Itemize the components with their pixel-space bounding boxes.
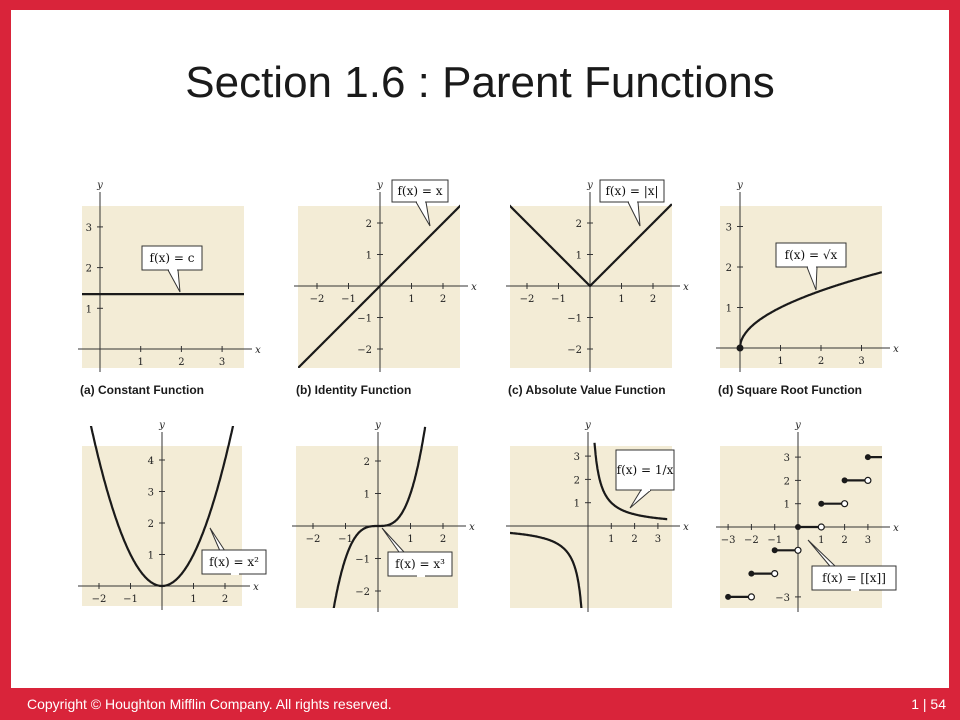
graph-panel-8 bbox=[716, 420, 899, 612]
y-tick-label: 2 bbox=[147, 519, 154, 530]
graph-panel-6 bbox=[292, 420, 475, 625]
x-tick-label: 1 bbox=[618, 294, 625, 305]
y-tick-label: 1 bbox=[363, 489, 370, 501]
x-tick-label: −2 bbox=[305, 534, 321, 545]
panel-background bbox=[82, 206, 244, 368]
graph-panel-2 bbox=[294, 180, 477, 397]
panel-background bbox=[720, 206, 882, 368]
graph-panel-7 bbox=[506, 420, 689, 612]
panel-caption: (d) Square Root Function bbox=[718, 383, 862, 397]
x-tick-label: −2 bbox=[309, 294, 325, 305]
y-tick-label: −3 bbox=[775, 592, 790, 604]
step-open-dot bbox=[865, 477, 871, 483]
function-label: f(x) = 1/x bbox=[616, 463, 674, 477]
x-tick-label: 2 bbox=[221, 594, 229, 605]
x-tick-label: −1 bbox=[341, 294, 356, 305]
y-tick-label: −2 bbox=[357, 345, 372, 356]
page-number: 1 | 54 bbox=[911, 696, 946, 712]
x-tick-label: 2 bbox=[631, 534, 638, 545]
y-axis-label: y bbox=[587, 180, 593, 191]
x-tick-label: 1 bbox=[408, 294, 415, 305]
x-tick-label: 1 bbox=[777, 356, 784, 367]
step-closed-dot bbox=[795, 524, 801, 530]
x-tick-label: −1 bbox=[767, 535, 783, 546]
panel-caption: (b) Identity Function bbox=[296, 383, 412, 397]
panel-caption: (a) Constant Function bbox=[80, 383, 204, 397]
y-tick-label: 2 bbox=[85, 263, 92, 275]
y-tick-label: 1 bbox=[575, 250, 582, 262]
y-tick-label: 1 bbox=[573, 498, 580, 510]
y-tick-label: 1 bbox=[147, 550, 154, 562]
x-tick-label: −1 bbox=[123, 594, 138, 605]
step-open-dot bbox=[842, 501, 848, 507]
graph-panel-1 bbox=[78, 180, 261, 397]
x-tick-label: 3 bbox=[218, 357, 226, 368]
y-tick-label: −2 bbox=[355, 587, 370, 598]
x-tick-label: 1 bbox=[190, 594, 197, 605]
function-label: f(x) = x³ bbox=[395, 557, 445, 571]
x-tick-label: 3 bbox=[654, 534, 662, 545]
y-tick-label: 3 bbox=[85, 222, 92, 234]
step-closed-dot bbox=[818, 501, 824, 507]
x-tick-label: 1 bbox=[608, 534, 615, 545]
y-axis-label: y bbox=[585, 420, 591, 431]
function-label: f(x) = x bbox=[397, 184, 443, 198]
y-tick-label: 1 bbox=[725, 303, 732, 315]
function-label: f(x) = |x| bbox=[605, 184, 659, 198]
graph-panel-5 bbox=[78, 419, 266, 610]
function-label: f(x) = [[x]] bbox=[822, 571, 886, 585]
y-axis-label: y bbox=[795, 420, 801, 431]
function-label: f(x) = x² bbox=[209, 555, 259, 569]
copyright-footer: Copyright © Houghton Mifflin Company. All rights reserved. bbox=[27, 696, 392, 712]
y-axis-label: y bbox=[377, 180, 383, 191]
function-label: f(x) = √x bbox=[784, 248, 838, 262]
x-tick-label: 2 bbox=[649, 294, 657, 305]
y-axis-label: y bbox=[737, 180, 743, 191]
x-tick-label: 2 bbox=[439, 294, 447, 305]
step-open-dot bbox=[795, 547, 801, 553]
x-axis-label: x bbox=[469, 522, 475, 533]
x-tick-label: −2 bbox=[519, 294, 535, 305]
x-tick-label: −2 bbox=[91, 594, 107, 605]
y-tick-label: 2 bbox=[725, 263, 732, 274]
y-tick-label: 3 bbox=[725, 222, 732, 234]
x-tick-label: 3 bbox=[864, 535, 872, 546]
y-tick-label: 4 bbox=[147, 456, 154, 467]
x-tick-label: −1 bbox=[338, 534, 353, 545]
y-tick-label: −2 bbox=[567, 345, 582, 356]
x-tick-label: 1 bbox=[137, 357, 144, 368]
y-tick-label: 2 bbox=[573, 475, 580, 487]
y-tick-label: 2 bbox=[365, 219, 372, 230]
y-tick-label: 3 bbox=[147, 487, 154, 499]
step-open-dot bbox=[818, 524, 824, 530]
step-closed-dot bbox=[865, 454, 871, 460]
step-open-dot bbox=[748, 594, 754, 600]
y-tick-label: −1 bbox=[355, 554, 370, 566]
step-closed-dot bbox=[842, 477, 848, 483]
x-tick-label: 2 bbox=[817, 356, 825, 367]
x-tick-label: −2 bbox=[744, 535, 759, 546]
x-tick-label: −3 bbox=[720, 535, 736, 546]
step-closed-dot bbox=[772, 547, 778, 553]
y-tick-label: 1 bbox=[783, 499, 790, 511]
x-tick-label: 2 bbox=[178, 357, 185, 368]
x-tick-label: −1 bbox=[551, 294, 566, 305]
x-tick-label: 3 bbox=[858, 356, 865, 367]
x-axis-label: x bbox=[893, 523, 899, 534]
step-open-dot bbox=[772, 571, 778, 577]
x-axis-label: x bbox=[255, 345, 261, 356]
y-tick-label: 3 bbox=[783, 453, 790, 465]
y-tick-label: −1 bbox=[357, 313, 372, 325]
step-closed-dot bbox=[725, 594, 731, 600]
slide-title: Section 1.6 : Parent Functions bbox=[185, 58, 775, 107]
x-axis-label: x bbox=[683, 282, 689, 293]
x-tick-label: 2 bbox=[439, 534, 447, 545]
x-tick-label: 2 bbox=[841, 535, 848, 546]
y-tick-label: 2 bbox=[575, 219, 582, 230]
y-tick-label: 1 bbox=[85, 304, 92, 316]
y-tick-label: 2 bbox=[783, 476, 790, 488]
y-tick-label: −1 bbox=[567, 313, 582, 325]
y-tick-label: 3 bbox=[573, 452, 580, 464]
graph-panel-4 bbox=[716, 180, 899, 397]
x-tick-label: 1 bbox=[407, 534, 414, 545]
step-open-dot bbox=[888, 454, 894, 460]
y-tick-label: 2 bbox=[363, 457, 370, 468]
function-label: f(x) = c bbox=[149, 251, 195, 265]
x-axis-label: x bbox=[471, 282, 477, 293]
y-axis-label: y bbox=[375, 420, 381, 431]
x-tick-label: 1 bbox=[818, 535, 825, 546]
x-axis-label: x bbox=[683, 522, 689, 533]
x-axis-label: x bbox=[893, 344, 899, 355]
panel-caption: (c) Absolute Value Function bbox=[508, 383, 666, 397]
y-axis-label: y bbox=[97, 180, 103, 191]
origin-point bbox=[737, 345, 744, 352]
y-tick-label: 1 bbox=[365, 250, 372, 262]
x-axis-label: x bbox=[253, 582, 259, 593]
y-axis-label: y bbox=[159, 420, 165, 431]
step-closed-dot bbox=[748, 571, 754, 577]
graph-panel-3 bbox=[506, 180, 689, 397]
